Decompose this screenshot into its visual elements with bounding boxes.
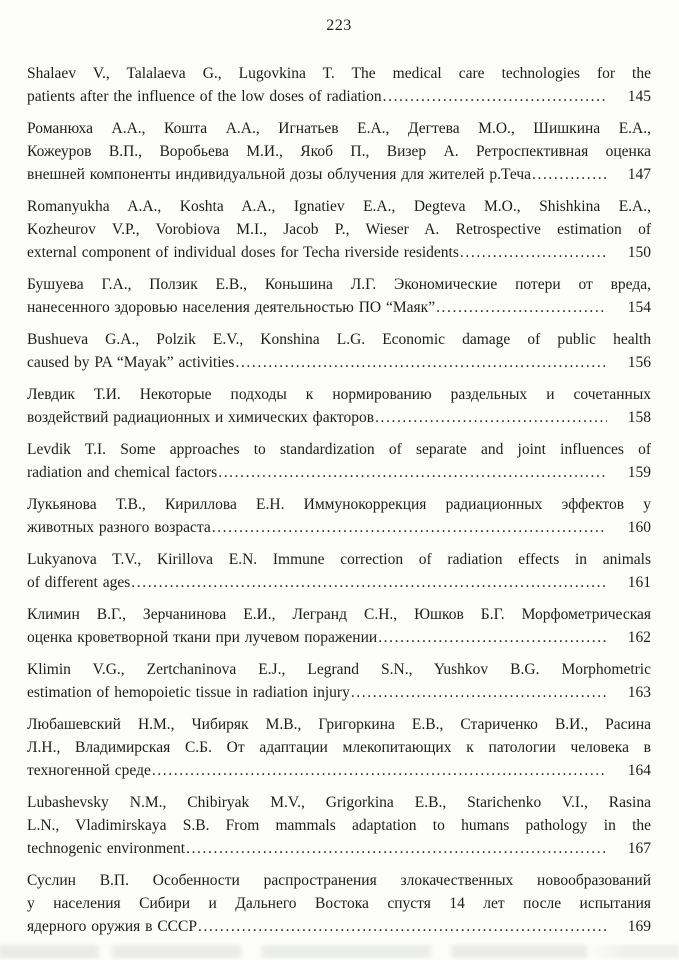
toc-entry-line: Любашевский Н.М., Чибиряк М.В., Григоркина Е.В., Стариченко В.И., Расина xyxy=(27,716,651,733)
toc-entry xyxy=(27,603,651,649)
toc-entry xyxy=(27,791,651,860)
toc-entry-lastline xyxy=(27,296,651,319)
toc-entry-line: Romanyukha A.A., Koshta A.A., Ignatiev E.A., Degteva M.O., Shishkina E.A., xyxy=(27,198,651,215)
toc-entry-line: оценка кроветворной ткани при лучевом поражении xyxy=(27,629,378,646)
toc-entry-lastline xyxy=(27,461,651,484)
toc-entry-lastline xyxy=(27,241,651,264)
dot-leader xyxy=(436,296,607,319)
toc-page-number: 167 xyxy=(627,840,651,857)
toc-entry-line: внешней компоненты индивидуальной дозы облучения для жителей р.Теча xyxy=(27,166,531,183)
toc-entry-line: воздействий радиационных и химических факторов xyxy=(27,409,375,426)
toc-page-number: 154 xyxy=(627,299,651,316)
toc-page-number: 150 xyxy=(627,244,651,261)
toc-entry-line: radiation and chemical factors xyxy=(27,464,218,481)
toc-entry-lastline xyxy=(27,516,651,539)
toc-entry-line: of different ages xyxy=(27,574,131,591)
toc-entry xyxy=(27,273,651,319)
toc-entry xyxy=(27,383,651,429)
toc-entry-line: estimation of hemopoietic tissue in radiation injury xyxy=(27,684,350,701)
toc-entry-line: животных разного возраста xyxy=(27,519,211,536)
toc-entry-lastline xyxy=(27,351,651,374)
dot-leader xyxy=(212,516,607,539)
dot-leader xyxy=(131,571,607,594)
toc-entry-line: Суслин В.П. Особенности распространения злокачественных новообразований xyxy=(27,872,651,889)
dot-leader xyxy=(375,406,607,429)
toc-page-number: 156 xyxy=(627,354,651,371)
toc-entry-lastline xyxy=(27,406,651,429)
toc-entry xyxy=(27,328,651,374)
toc-page-number: 147 xyxy=(627,166,651,183)
toc-entry-line: external component of individual doses for Techa riverside residents xyxy=(27,244,459,261)
toc-entry-line: technogenic environment xyxy=(27,840,186,857)
toc-page-number: 161 xyxy=(627,574,651,591)
toc-page-number: 169 xyxy=(627,918,651,935)
toc-page-number: 145 xyxy=(627,88,651,105)
toc-entry-line: Lukyanova T.V., Kirillova E.N. Immune correction of radiation effects in animals xyxy=(27,551,651,568)
dot-leader xyxy=(218,461,607,484)
toc-entry-line: Klimin V.G., Zertchaninova E.J., Legrand S.N., Yushkov B.G. Morphometric xyxy=(27,661,651,678)
toc-entry-line: patients after the influence of the low doses of radiation xyxy=(27,88,382,105)
toc-entry-lastline xyxy=(27,837,651,860)
toc-entry-line: техногенной среде xyxy=(27,762,151,779)
toc-entry-line: Kozheurov V.P., Vorobiova M.I., Jacob P., Wieser A. Retrospective estimation of xyxy=(27,221,651,238)
toc-page-number: 164 xyxy=(627,762,651,779)
toc-entry xyxy=(27,117,651,186)
toc-list xyxy=(27,62,651,938)
toc-entry-line: L.N., Vladimirskaya S.B. From mammals adaptation to humans pathology in the xyxy=(27,817,651,834)
toc-entry-line: Климин В.Г., Зерчанинова Е.И., Легранд С.Н., Юшков Б.Г. Морфометрическая xyxy=(27,606,651,623)
toc-entry-line: Романюха А.А., Кошта А.А., Игнатьев Е.А., Дегтева М.О., Шишкина Е.А., xyxy=(27,120,651,137)
dot-leader xyxy=(532,163,607,186)
toc-entry-lastline xyxy=(27,681,651,704)
dot-leader xyxy=(152,759,607,782)
dot-leader xyxy=(383,85,607,108)
toc-entry-lastline xyxy=(27,626,651,649)
toc-entry xyxy=(27,658,651,704)
toc-entry-line: Левдик Т.И. Некоторые подходы к нормированию раздельных и сочетанных xyxy=(27,386,651,403)
toc-entry-line: нанесенного здоровью населения деятельностью ПО “Маяк” xyxy=(27,299,436,316)
toc-entry-line: caused by PA “Mayak” activities xyxy=(27,354,235,371)
toc-entry-lastline xyxy=(27,163,651,186)
toc-page-number: 162 xyxy=(627,629,651,646)
toc-entry-line: Levdik T.I. Some approaches to standardization of separate and joint influences of xyxy=(27,441,651,458)
toc-entry-line: ядерного оружия в СССР xyxy=(27,918,197,935)
dot-leader xyxy=(198,915,607,938)
toc-entry-line: Кожеуров В.П., Воробьева М.И., Якоб П., Визер А. Ретроспективная оценка xyxy=(27,143,651,160)
scan-shadow-band xyxy=(0,945,679,958)
toc-page-number: 163 xyxy=(627,684,651,701)
toc-entry xyxy=(27,548,651,594)
dot-leader xyxy=(378,626,607,649)
toc-entry xyxy=(27,195,651,264)
toc-entry-line: Бушуева Г.А., Ползик Е.В., Коньшина Л.Г. Экономические потери от вреда, xyxy=(27,276,651,293)
toc-entry-lastline xyxy=(27,759,651,782)
toc-entry-lastline xyxy=(27,571,651,594)
toc-entry-line: Lubashevsky N.M., Chibiryak M.V., Grigorkina E.B., Starichenko V.I., Rasina xyxy=(27,794,651,811)
toc-entry xyxy=(27,438,651,484)
toc-entry xyxy=(27,493,651,539)
page-number-header: 223 xyxy=(326,17,352,34)
dot-leader xyxy=(235,351,607,374)
toc-entry-lastline xyxy=(27,915,651,938)
toc-entry xyxy=(27,713,651,782)
toc-entry-lastline xyxy=(27,85,651,108)
toc-entry-line: Bushueva G.A., Polzik E.V., Konshina L.G. Economic damage of public health xyxy=(27,331,651,348)
toc-entry-line: у населения Сибири и Дальнего Востока спустя 14 лет после испытания xyxy=(27,895,651,912)
dot-leader xyxy=(351,681,607,704)
dot-leader xyxy=(460,241,607,264)
toc-page-number: 159 xyxy=(627,464,651,481)
toc-entry-line: Лукьянова Т.В., Кириллова Е.Н. Иммунокоррекция радиационных эффектов у xyxy=(27,496,651,513)
toc-page-number: 160 xyxy=(627,519,651,536)
toc-entry-line: Л.Н., Владимирская С.Б. От адаптации млекопитающих к патологии человека в xyxy=(27,739,651,756)
toc-entry xyxy=(27,62,651,108)
toc-page-number: 158 xyxy=(627,409,651,426)
toc-entry-line: Shalaev V., Talalaeva G., Lugovkina T. The medical care technologies for the xyxy=(27,65,651,82)
toc-entry xyxy=(27,869,651,938)
dot-leader xyxy=(186,837,607,860)
